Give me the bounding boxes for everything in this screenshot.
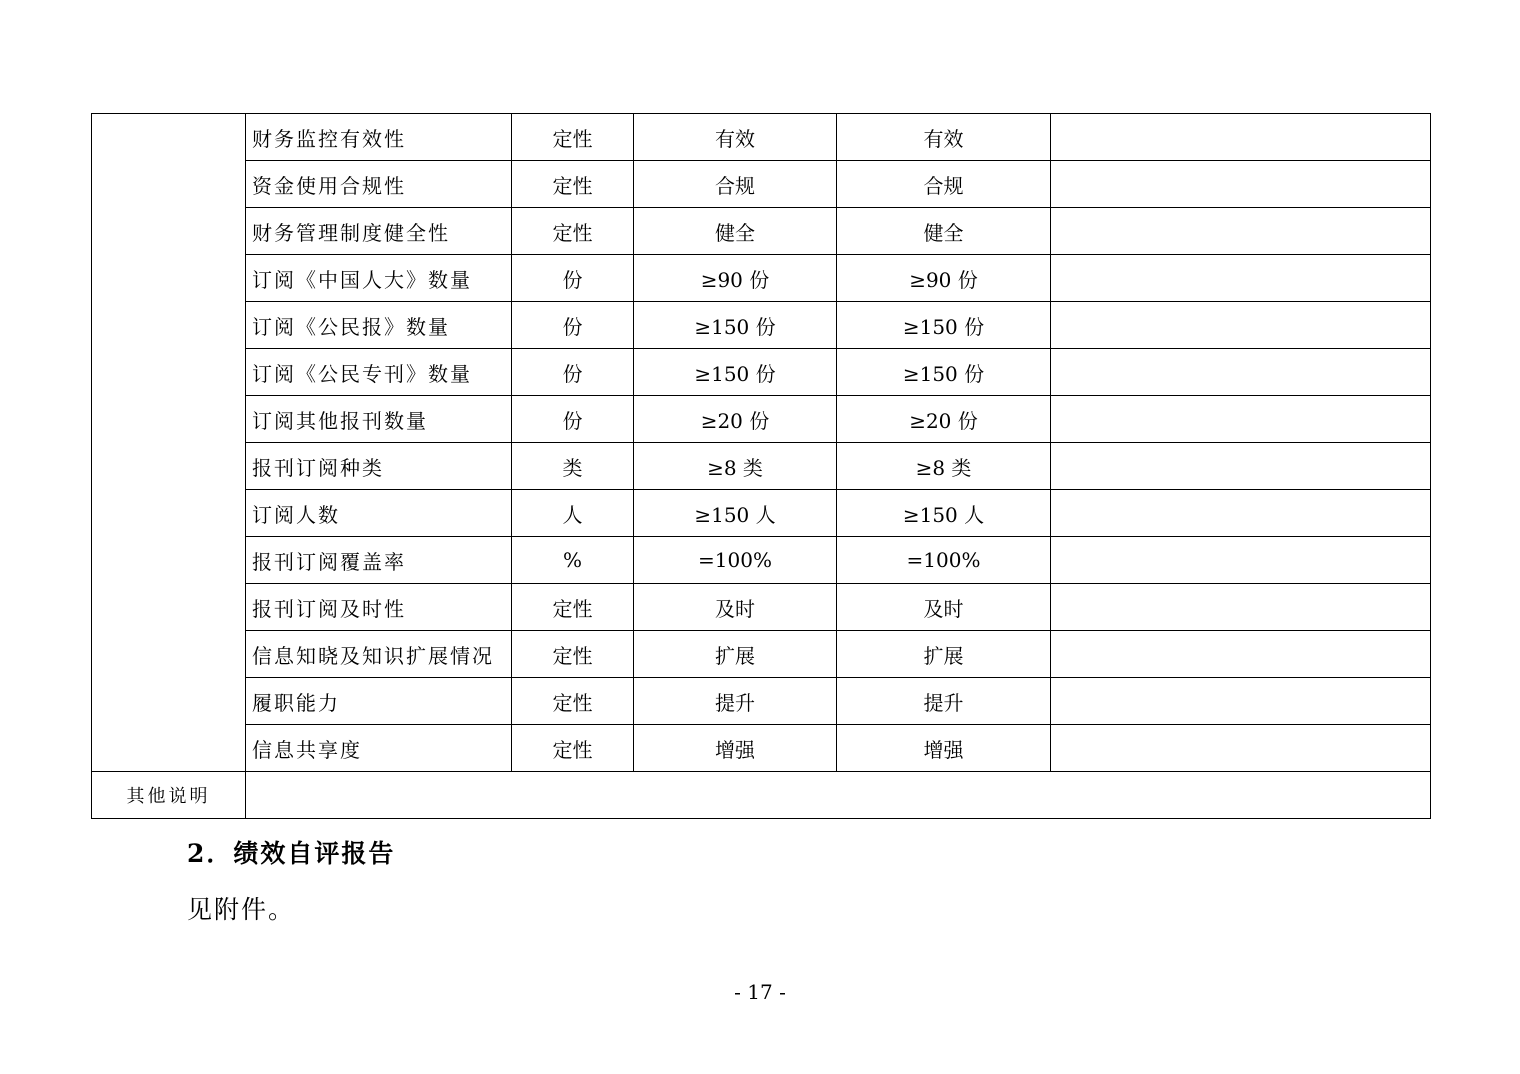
- table-row: [92, 490, 1431, 537]
- indicator-unit-cell: 份: [512, 302, 634, 349]
- remark-cell: [1051, 725, 1431, 772]
- indicator-name-cell: 订阅其他报刊数量: [246, 396, 512, 443]
- remark-cell: [1051, 584, 1431, 631]
- target-value-cell: ≥150 份: [634, 349, 837, 396]
- table-row: [92, 537, 1431, 584]
- target-value-cell: ≥150 人: [634, 490, 837, 537]
- table-row: [92, 396, 1431, 443]
- other-notes-value: [246, 772, 1431, 819]
- target-value-cell: 健全: [634, 208, 837, 255]
- actual-value-cell: 及时: [837, 584, 1051, 631]
- actual-value-cell: 健全: [837, 208, 1051, 255]
- indicator-name-cell: 信息共享度: [246, 725, 512, 772]
- indicator-unit-cell: %: [512, 537, 634, 584]
- actual-value-cell: ≥90 份: [837, 255, 1051, 302]
- actual-value-cell: ≥150 人: [837, 490, 1051, 537]
- table-row: [92, 584, 1431, 631]
- remark-cell: [1051, 255, 1431, 302]
- indicator-name-cell: 报刊订阅种类: [246, 443, 512, 490]
- target-value-cell: 及时: [634, 584, 837, 631]
- indicator-name-cell: 资金使用合规性: [246, 161, 512, 208]
- target-value-cell: 增强: [634, 725, 837, 772]
- category-cell: [92, 114, 246, 772]
- section-body: 见附件。: [187, 895, 296, 924]
- indicator-name-cell: 订阅《公民报》数量: [246, 302, 512, 349]
- actual-value-cell: ≥150 份: [837, 349, 1051, 396]
- target-value-cell: ≥150 份: [634, 302, 837, 349]
- table-row: [92, 443, 1431, 490]
- indicator-unit-cell: 份: [512, 396, 634, 443]
- actual-value-cell: 增强: [837, 725, 1051, 772]
- actual-value-cell: =100%: [837, 537, 1051, 584]
- remark-cell: [1051, 114, 1431, 161]
- actual-value-cell: ≥8 类: [837, 443, 1051, 490]
- remark-cell: [1051, 396, 1431, 443]
- remark-cell: [1051, 678, 1431, 725]
- table-row: [92, 255, 1431, 302]
- table-row: [92, 208, 1431, 255]
- remark-cell: [1051, 302, 1431, 349]
- indicator-unit-cell: 定性: [512, 631, 634, 678]
- actual-value-cell: ≥150 份: [837, 302, 1051, 349]
- actual-value-cell: 有效: [837, 114, 1051, 161]
- target-value-cell: 提升: [634, 678, 837, 725]
- indicator-unit-cell: 定性: [512, 584, 634, 631]
- target-value-cell: 有效: [634, 114, 837, 161]
- table-row: [92, 725, 1431, 772]
- target-value-cell: 扩展: [634, 631, 837, 678]
- table-row: [92, 114, 1431, 161]
- indicator-unit-cell: 份: [512, 255, 634, 302]
- target-value-cell: =100%: [634, 537, 837, 584]
- actual-value-cell: 合规: [837, 161, 1051, 208]
- indicator-unit-cell: 类: [512, 443, 634, 490]
- indicator-unit-cell: 人: [512, 490, 634, 537]
- remark-cell: [1051, 631, 1431, 678]
- actual-value-cell: 提升: [837, 678, 1051, 725]
- page-number: - 17 -: [734, 980, 786, 1004]
- remark-cell: [1051, 161, 1431, 208]
- remark-cell: [1051, 349, 1431, 396]
- indicator-name-cell: 财务管理制度健全性: [246, 208, 512, 255]
- performance-indicator-table: [91, 113, 1431, 819]
- indicator-unit-cell: 定性: [512, 725, 634, 772]
- indicator-name-cell: 报刊订阅及时性: [246, 584, 512, 631]
- indicator-name-cell: 订阅人数: [246, 490, 512, 537]
- table-row: [92, 161, 1431, 208]
- table-row: [92, 678, 1431, 725]
- remark-cell: [1051, 537, 1431, 584]
- other-notes-label: 其他说明: [92, 772, 246, 819]
- indicator-name-cell: 财务监控有效性: [246, 114, 512, 161]
- target-value-cell: 合规: [634, 161, 837, 208]
- indicator-name-cell: 信息知晓及知识扩展情况: [246, 631, 512, 678]
- indicator-name-cell: 履职能力: [246, 678, 512, 725]
- table-row: [92, 631, 1431, 678]
- indicator-name-cell: 订阅《公民专刊》数量: [246, 349, 512, 396]
- table-row: [92, 349, 1431, 396]
- remark-cell: [1051, 443, 1431, 490]
- remark-cell: [1051, 208, 1431, 255]
- target-value-cell: ≥20 份: [634, 396, 837, 443]
- indicator-name-cell: 报刊订阅覆盖率: [246, 537, 512, 584]
- indicator-unit-cell: 定性: [512, 678, 634, 725]
- target-value-cell: ≥8 类: [634, 443, 837, 490]
- indicator-name-cell: 订阅《中国人大》数量: [246, 255, 512, 302]
- actual-value-cell: ≥20 份: [837, 396, 1051, 443]
- target-value-cell: ≥90 份: [634, 255, 837, 302]
- table-body: [92, 114, 1431, 819]
- indicator-unit-cell: 定性: [512, 208, 634, 255]
- indicator-unit-cell: 定性: [512, 161, 634, 208]
- indicator-unit-cell: 定性: [512, 114, 634, 161]
- section-heading: 2．绩效自评报告: [187, 839, 396, 868]
- indicator-unit-cell: 份: [512, 349, 634, 396]
- actual-value-cell: 扩展: [837, 631, 1051, 678]
- remark-cell: [1051, 490, 1431, 537]
- table-row: [92, 302, 1431, 349]
- other-notes-row: [92, 772, 1431, 819]
